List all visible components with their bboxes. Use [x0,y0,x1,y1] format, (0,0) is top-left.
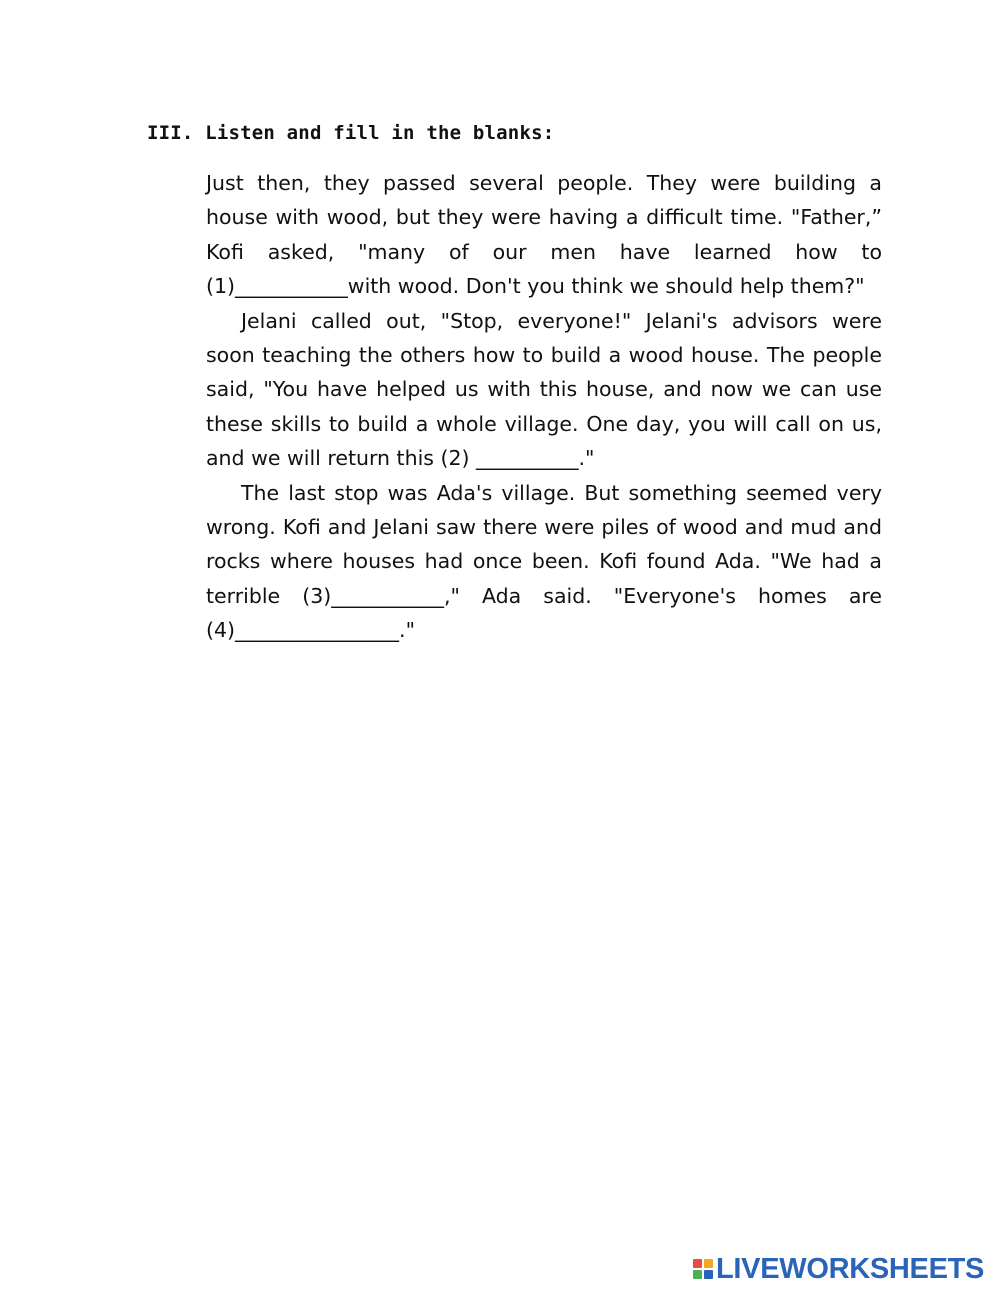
paragraph-3-text-c: ." [399,618,415,643]
blank-2[interactable]: (2) __________ [440,446,579,471]
paragraph-1-text-b: with wood. Don't you think we should help them?" [347,274,865,299]
paragraph-1 [206,166,882,304]
paragraph-2-text-b: ." [578,446,595,471]
blank-4[interactable]: (4)________________ [206,618,400,643]
logo-square-icon [704,1270,713,1279]
blank-3[interactable]: (3)___________ [302,583,445,608]
paragraph-2-text-a: Jelani called out, "Stop, everyone!" Jelani's advisors were soon teaching the others how to build a wood house. The people said, "You have helped us with this house, and now we can use these skills to build a whole village. One day, you will call on us, and we will return this [206,308,882,471]
liveworksheets-logo [693,1254,984,1284]
paragraph-3-text-a: The last stop was Ada's village. But something seemed very wrong. Kofi and Jelani saw there were piles of wood and mud and rocks where houses had once been. Kofi found Ada. "We had a terrible [206,480,882,608]
paragraph-3 [206,476,882,648]
passage [206,166,882,648]
brand-text: LIVEWORKSHEETS [716,1253,985,1285]
logo-square-icon [693,1259,702,1268]
logo-square-icon [693,1270,702,1279]
paragraph-1-text-a: Just then, they passed several people. They were building a house with wood, but they were having a difficult time. "Father,” Kofi asked, "many of our men have learned how to [206,171,882,264]
logo-grid-icon [693,1259,713,1279]
paragraph-2 [206,304,882,476]
blank-1[interactable]: (1)___________ [206,274,348,299]
logo-square-icon [704,1259,713,1268]
section-heading: III. Listen and fill in the blanks: [147,122,555,144]
paragraph-3-text-b: ," Ada said. "Everyone's homes are [444,583,882,608]
